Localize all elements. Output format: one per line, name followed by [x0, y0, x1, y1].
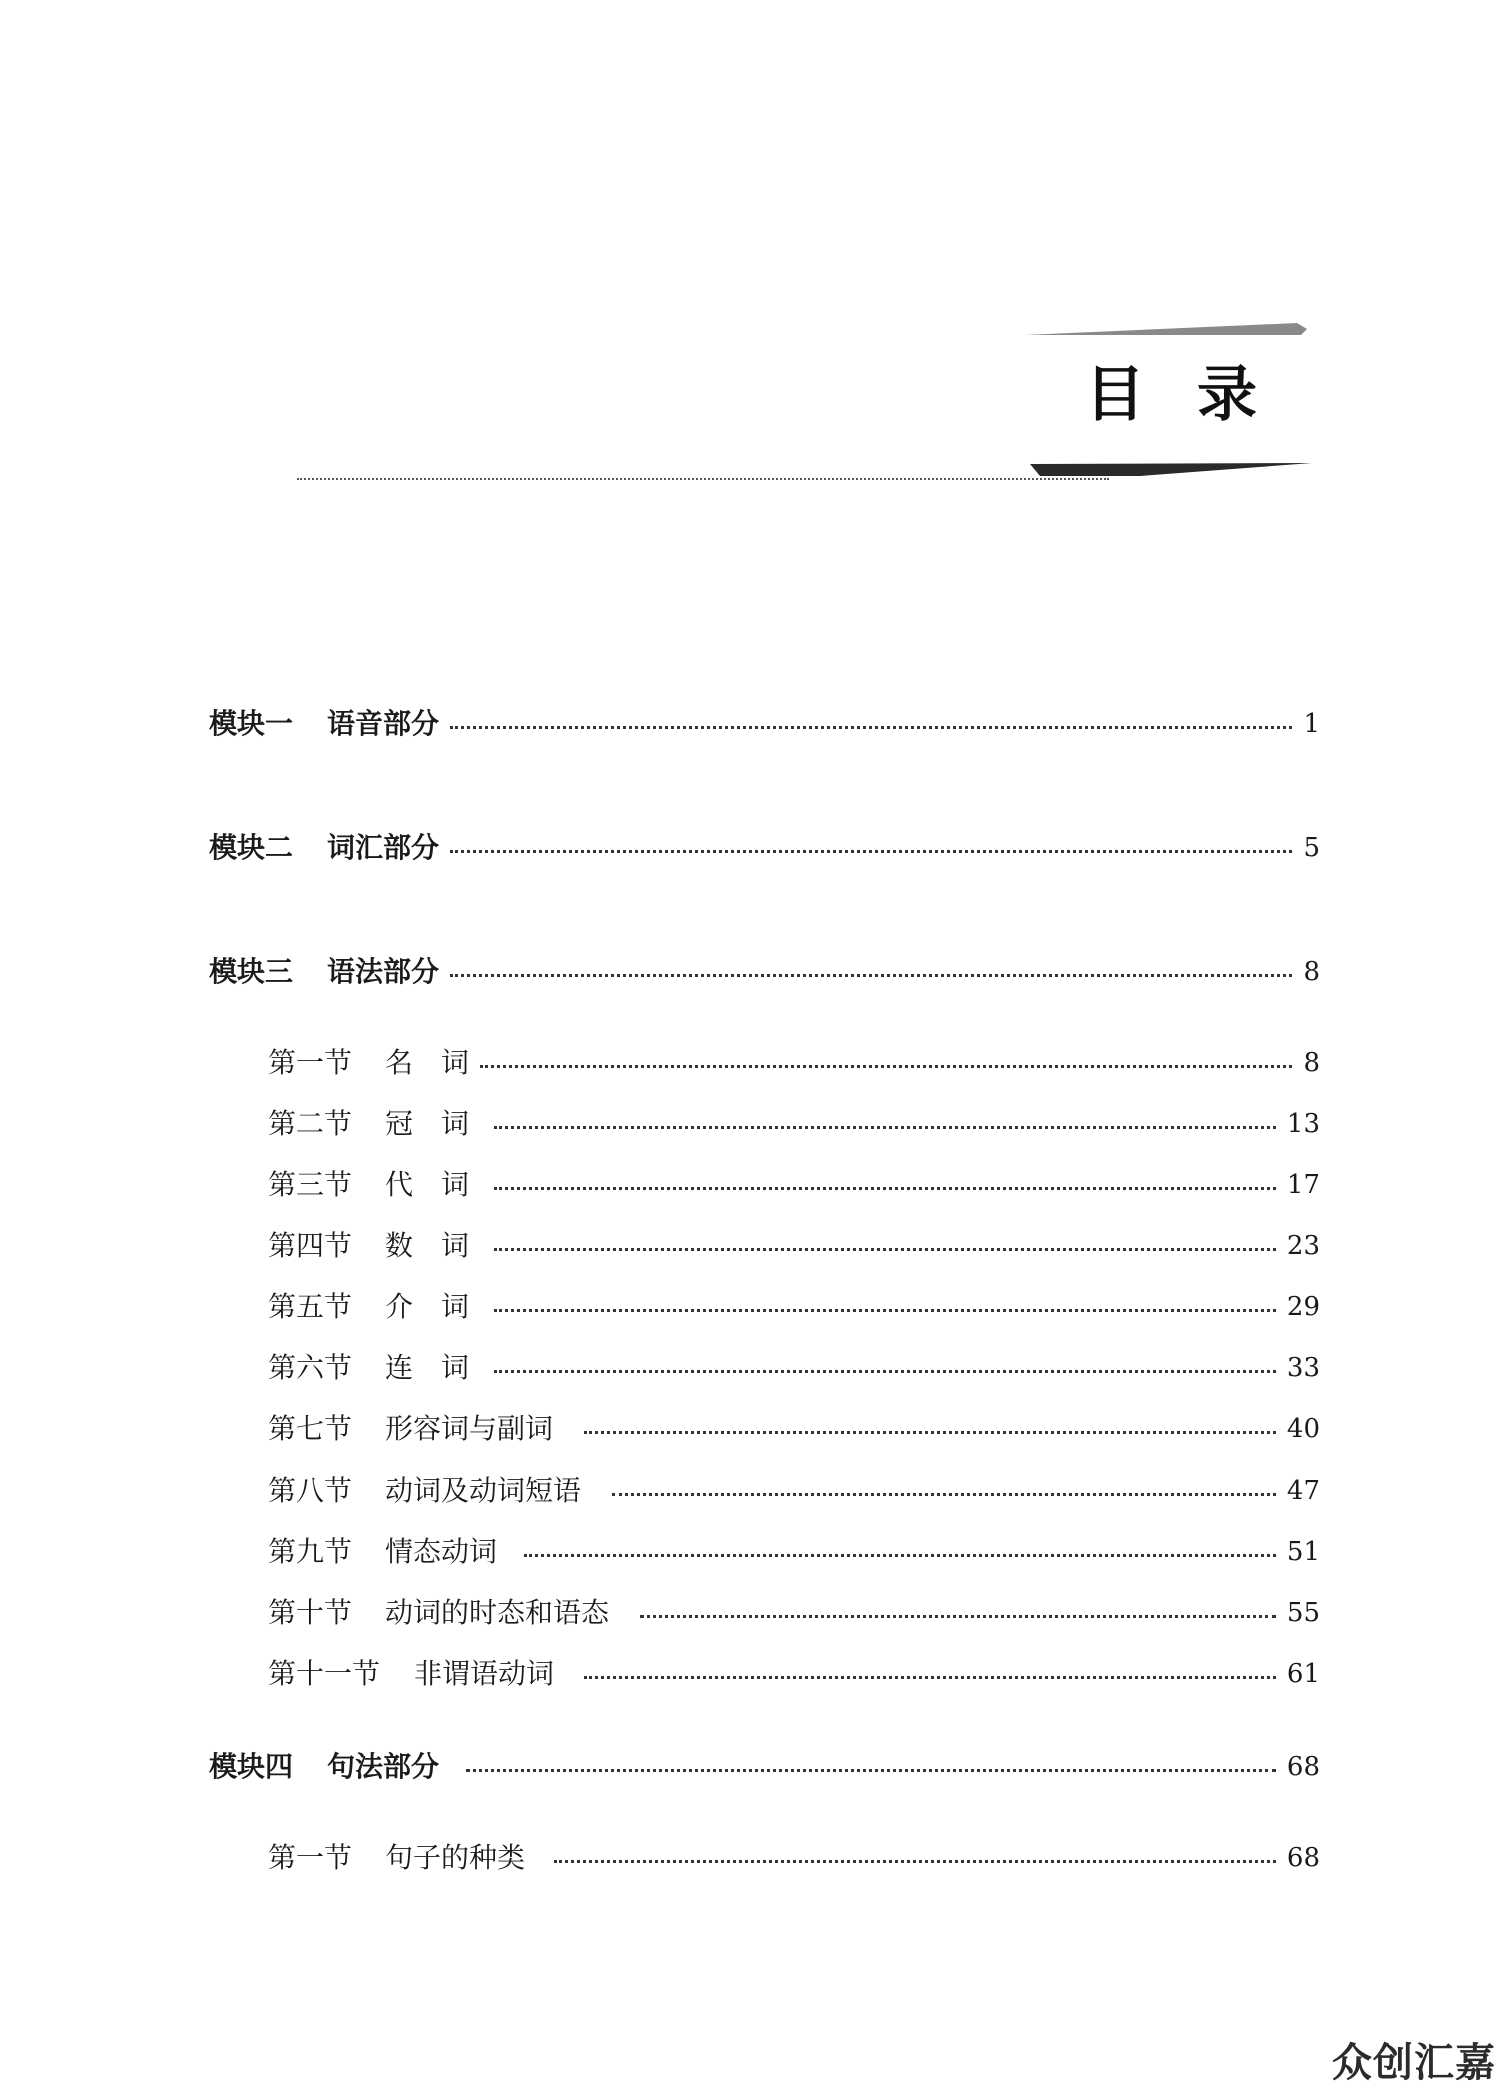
section-title: 名 词: [385, 1046, 470, 1079]
dot-leader: [494, 1126, 1276, 1129]
page-number: 47: [1286, 1476, 1320, 1506]
page-number: 51: [1286, 1537, 1320, 1567]
dot-leader: [554, 1860, 1276, 1863]
section-title: 介 词: [385, 1290, 470, 1323]
page-number: 33: [1286, 1353, 1320, 1383]
page-number: 17: [1286, 1170, 1320, 1200]
section-title: 形容词与副词: [385, 1412, 554, 1445]
section-number: 第三节: [268, 1168, 353, 1201]
section-number: 第八节: [268, 1474, 353, 1507]
section-title: 数 词: [385, 1229, 470, 1262]
section-title: 情态动词: [385, 1535, 498, 1568]
page-number: 8: [1303, 957, 1320, 987]
toc-module-2[interactable]: [0, 828, 1504, 868]
section-number: 第一节: [268, 1046, 353, 1079]
section-number: 第六节: [268, 1351, 353, 1384]
toc-section-2[interactable]: [0, 1104, 1504, 1144]
section-title: 句子的种类: [385, 1841, 526, 1874]
section-number: 第十一节: [268, 1657, 381, 1690]
dot-leader: [480, 1065, 1292, 1068]
module-title: 语音部分: [327, 707, 440, 740]
section-title: 连 词: [385, 1351, 470, 1384]
toc-section-12[interactable]: [0, 1838, 1504, 1878]
toc-section-1[interactable]: [0, 1043, 1504, 1083]
dot-leader: [466, 1769, 1276, 1772]
toc-section-8[interactable]: [0, 1471, 1504, 1511]
module-number: 模块一: [209, 707, 294, 740]
section-title: 非谓语动词: [414, 1657, 555, 1690]
dot-leader: [584, 1676, 1276, 1679]
module-title: 词汇部分: [327, 831, 440, 864]
section-title: 冠 词: [385, 1107, 470, 1140]
module-title: 句法部分: [327, 1750, 440, 1783]
module-title: 语法部分: [327, 955, 440, 988]
section-title: 动词的时态和语态: [385, 1596, 610, 1629]
page-number: 68: [1286, 1843, 1320, 1873]
page-number: 23: [1286, 1231, 1320, 1261]
dot-leader: [640, 1615, 1276, 1618]
title-top-bar: [1025, 321, 1307, 337]
toc-section-11[interactable]: [0, 1654, 1504, 1694]
module-number: 模块二: [209, 831, 294, 864]
page-number: 55: [1286, 1598, 1320, 1628]
toc-module-4[interactable]: [0, 1747, 1504, 1787]
section-number: 第四节: [268, 1229, 353, 1262]
page-title-char-2: 录: [1197, 360, 1309, 430]
toc-section-6[interactable]: [0, 1348, 1504, 1388]
title-dotted-rule: [297, 478, 1109, 480]
toc-section-5[interactable]: [0, 1287, 1504, 1327]
watermark-text: 众创汇嘉: [1332, 2040, 1496, 2086]
section-title: 代 词: [385, 1168, 470, 1201]
page-title-char-1: 目: [1085, 360, 1197, 430]
page-number: 1: [1303, 709, 1320, 739]
toc-section-3[interactable]: [0, 1165, 1504, 1205]
dot-leader: [450, 974, 1292, 977]
dot-leader: [450, 850, 1292, 853]
module-number: 模块三: [209, 955, 294, 988]
section-number: 第十节: [268, 1596, 353, 1629]
page-number: 5: [1303, 833, 1320, 863]
section-number: 第二节: [268, 1107, 353, 1140]
dot-leader: [450, 726, 1292, 729]
toc-module-3[interactable]: [0, 952, 1504, 992]
section-number: 第五节: [268, 1290, 353, 1323]
page-number: 29: [1286, 1292, 1320, 1322]
page-number: 40: [1286, 1414, 1320, 1444]
toc-section-9[interactable]: [0, 1532, 1504, 1572]
page-title: [1085, 360, 1309, 430]
toc-section-4[interactable]: [0, 1226, 1504, 1266]
section-number: 第一节: [268, 1841, 353, 1874]
module-number: 模块四: [209, 1750, 294, 1783]
dot-leader: [494, 1187, 1276, 1190]
dot-leader: [494, 1248, 1276, 1251]
dot-leader: [584, 1431, 1276, 1434]
toc-section-7[interactable]: [0, 1409, 1504, 1449]
toc-section-10[interactable]: [0, 1593, 1504, 1633]
dot-leader: [494, 1309, 1276, 1312]
page-number: 68: [1286, 1752, 1320, 1782]
dot-leader: [612, 1493, 1276, 1496]
section-title: 动词及动词短语: [385, 1474, 582, 1507]
page-number: 8: [1303, 1048, 1320, 1078]
page-number: 13: [1286, 1109, 1320, 1139]
section-number: 第九节: [268, 1535, 353, 1568]
toc-module-1[interactable]: [0, 704, 1504, 744]
page-number: 61: [1286, 1659, 1320, 1689]
title-bottom-bar: [1030, 460, 1312, 478]
dot-leader: [524, 1554, 1276, 1557]
section-number: 第七节: [268, 1412, 353, 1445]
dot-leader: [494, 1370, 1276, 1373]
